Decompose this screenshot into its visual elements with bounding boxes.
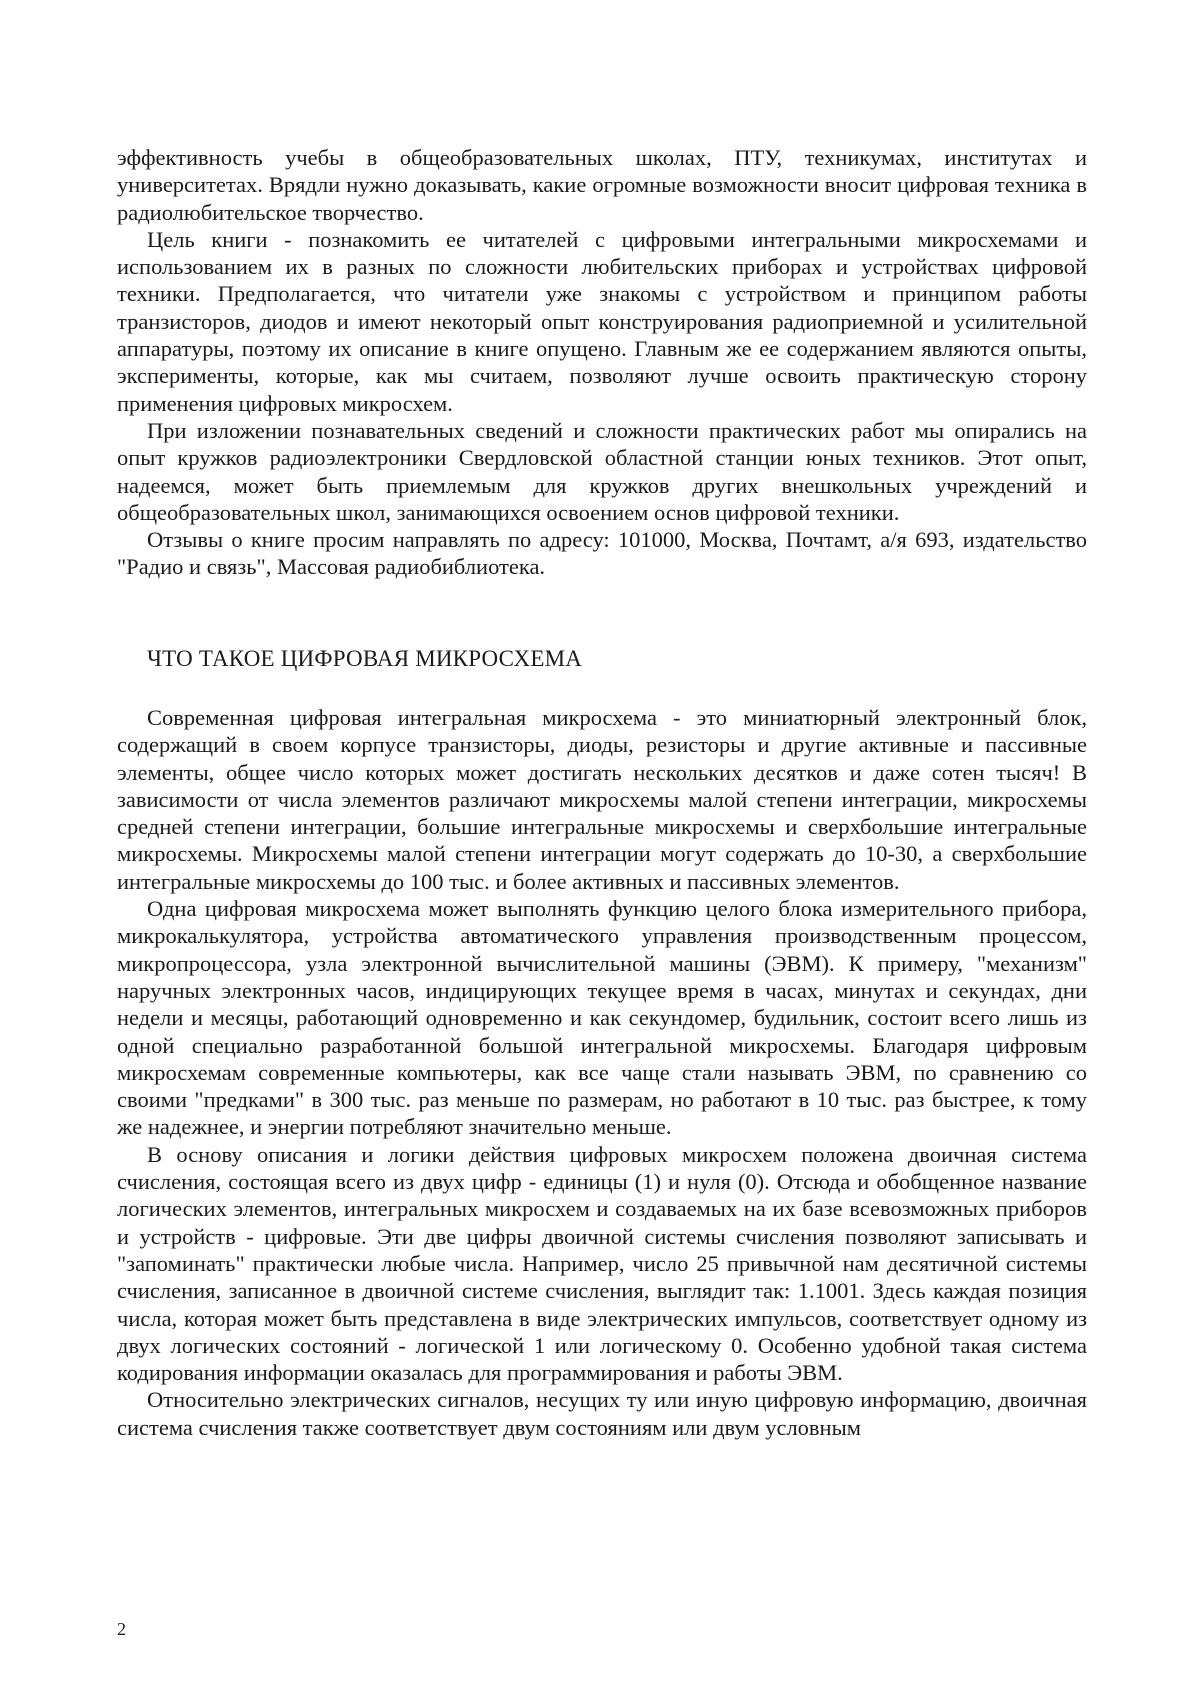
intro-paragraph: Отзывы о книге просим направлять по адресу: 101000, Москва, Почтамт, а/я 693, издательство "Радио и связь", Массовая радиобиблиотека. xyxy=(117,527,1087,580)
intro-paragraph: При изложении познавательных сведений и сложности практических работ мы опирались на опыт кружков радиоэлектроники Свердловской областной станции юных техников. Этот опыт, надеемся, может быть приемлемым для кружков других внешкольных учреждений и общеобразовательных школ, занимающихся освоением основ цифровой техники. xyxy=(117,417,1087,525)
section-paragraph: В основу описания и логики действия цифровых микросхем положена двоичная система счисления, состоящая всего из двух цифр - единицы (1) и нуля (0). Отсюда и обобщенное название логических элементов, интегральных микросхем и создаваемых на их базе всевозможных приборов и устройств - цифровые. Эти две цифры двоичной системы счисления позволяют записывать и "запоминать" практически любые числа. Например, число 25 привычной нам десятичной системы счисления, записанное в двоичной системе счисления, выглядит так: 1.1001. Здесь каждая позиция числа, которая может быть представлена в виде электрических импульсов, соответствует одному из двух логических состояний - логической 1 или логическому 0. Особенно удобной такая система кодирования информации оказалась для программирования и работы ЭВМ. xyxy=(117,1141,1087,1386)
section-heading: ЧТО ТАКОЕ ЦИФРОВАЯ МИКРОСХЕМА xyxy=(147,646,583,671)
section-text-block xyxy=(117,704,1087,1441)
intro-text-block xyxy=(117,144,1087,581)
section-paragraph: Одна цифровая микросхема может выполнять функцию целого блока измерительного прибора, микрокалькулятора, устройства автоматического управления производственным процессом, микропроцессора, узла электронной вычислительной машины (ЭВМ). К примеру, "механизм" наручных электронных часов, индицирующих текущее время в часах, минутах и секундах, дни недели и месяцы, работающий одновременно и как секундомер, будильник, состоит всего лишь из одной специально разработанной большой интегральной микросхемы. Благодаря цифровым микросхемам современные компьютеры, как все чаще стали называть ЭВМ, по сравнению со своими "предками" в 300 тыс. раз меньше по размерам, но работают в 10 тыс. раз быстрее, к тому же надежнее, и энергии потребляют значительно меньше. xyxy=(117,896,1087,1140)
page-number: 2 xyxy=(117,1619,126,1639)
intro-paragraph: Цель книги - познакомить ее читателей с цифровыми интегральными микросхемами и использованием их в разных по сложности любительских приборах и устройствах цифровой техники. Предполагается, что читатели уже знакомы с устройством и принципом работы транзисторов, диодов и имеют некоторый опыт конструирования радиоприемной и усилительной аппаратуры, поэтому их описание в книге опущено. Главным же ее содержанием являются опыты, эксперименты, которые, как мы считаем, позволяют лучше освоить практическую сторону применения цифровых микросхем. xyxy=(117,226,1087,416)
intro-paragraph: эффективность учебы в общеобразовательных школах, ПТУ, техникумах, институтах и университетах. Врядли нужно доказывать, какие огромные возможности вносит цифровая техника в радиолюбительское творчество. xyxy=(117,145,1087,225)
section-paragraph: Современная цифровая интегральная микросхема - это миниатюрный электронный блок, содержащий в своем корпусе транзисторы, диоды, резисторы и другие активные и пассивные элементы, общее число которых может достигать нескольких десятков и даже сотен тысяч! В зависимости от числа элементов различают микросхемы малой степени интеграции, микросхемы средней степени интеграции, большие интегральные микросхемы и сверхбольшие интегральные микросхемы. Микросхемы малой степени интеграции могут содержать до 10-30, а сверхбольшие интегральные микросхемы до 100 тыс. и более активных и пассивных элементов. xyxy=(117,705,1087,894)
section-paragraph: Относительно электрических сигналов, несущих ту или иную цифровую информацию, двоичная система счисления также соответствует двум состояниям или двум условным xyxy=(117,1387,1087,1440)
